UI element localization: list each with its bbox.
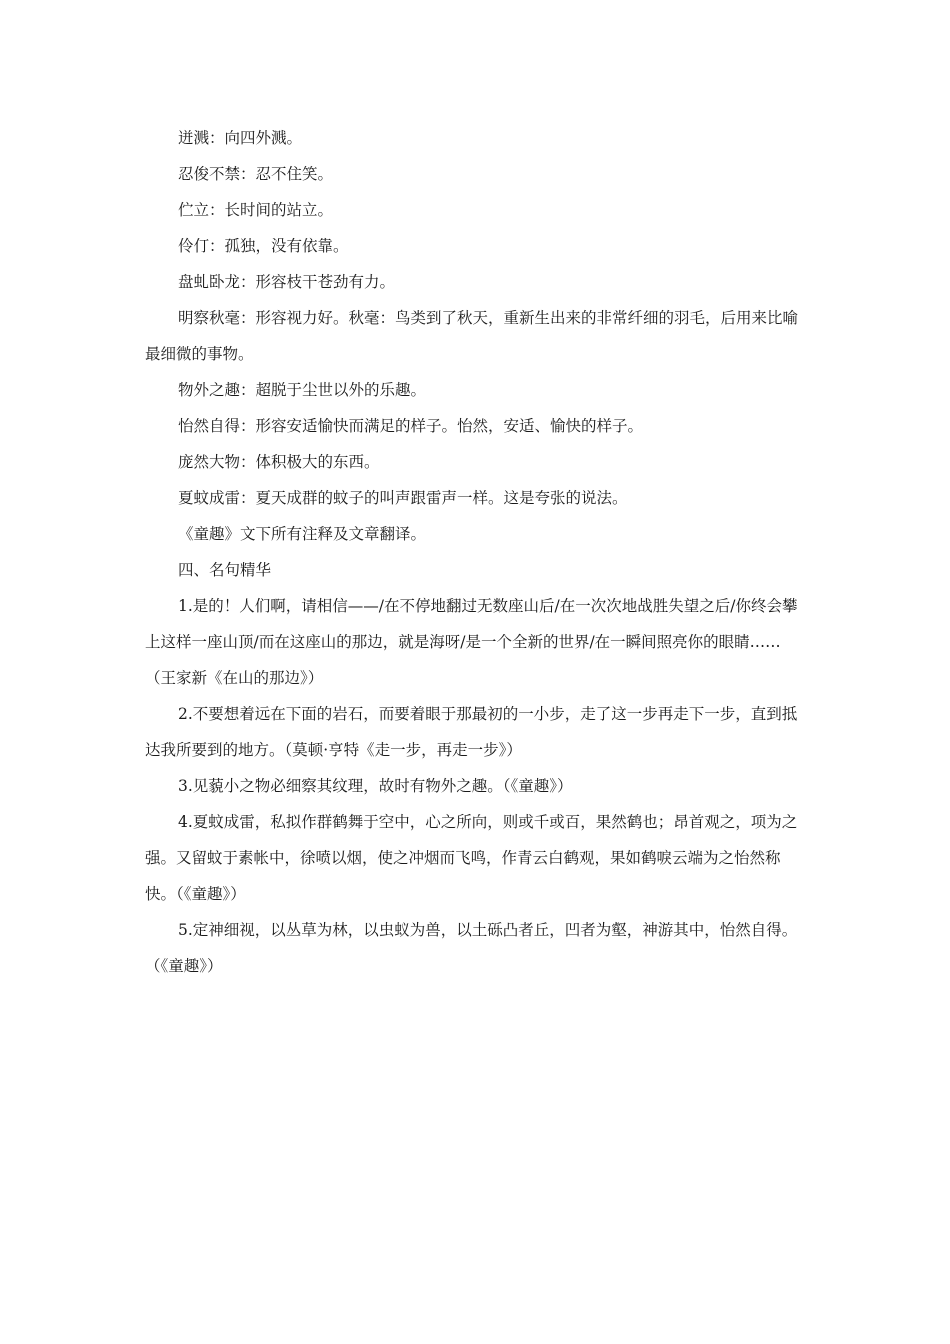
- quote-item: 5.定神细视，以丛草为林，以虫蚁为兽，以土砾凸者丘，凹者为壑，神游其中，怡然自得。（《童趣》）: [145, 921, 798, 975]
- note-line: 《童趣》文下所有注释及文章翻译。: [178, 525, 427, 543]
- glossary-entry: [145, 408, 810, 444]
- glossary-term: 伶仃: [178, 237, 210, 255]
- glossary-entry: [145, 372, 810, 408]
- glossary-term: 迸溅: [178, 129, 210, 147]
- glossary-entry: [145, 120, 810, 156]
- glossary-definition: 形容安适愉快而满足的样子。怡然，安适、愉快的样子。: [255, 417, 644, 435]
- document-page: [145, 120, 810, 984]
- glossary-term: 庞然大物: [178, 453, 241, 471]
- glossary-term: 伫立: [178, 201, 210, 219]
- glossary-term: 物外之趣: [178, 381, 241, 399]
- glossary-term: 明察秋毫: [178, 309, 241, 327]
- glossary-term: 夏蚊成雷: [178, 489, 241, 507]
- glossary-entry: [145, 156, 810, 192]
- glossary-entry: [145, 264, 810, 300]
- glossary-definition: 夏天成群的蚊子的叫声跟雷声一样。这是夸张的说法。: [255, 489, 628, 507]
- glossary-definition: 形容视力好。秋毫：鸟类到了秋天，重新生出来的非常纤细的羽毛，后用来比喻最细微的事物。: [145, 309, 799, 363]
- separator: ：: [240, 381, 256, 399]
- glossary-definition: 体积极大的东西。: [255, 453, 380, 471]
- quote-item: 1.是的！人们啊，请相信——/在不停地翻过无数座山后/在一次次地战胜失望之后/你终会攀上这样一座山顶/而在这座山的那边，就是海呀/是一个全新的世界/在一瞬间照亮你的眼睛……（王家新《在山的那边》）: [145, 597, 798, 687]
- glossary-entry: [145, 480, 810, 516]
- quote-item: 4.夏蚊成雷，私拟作群鹤舞于空中，心之所向，则或千或百，果然鹤也；昂首观之，项为之强。又留蚊于素帐中，徐喷以烟，使之冲烟而飞鸣，作青云白鹤观，果如鹤唳云端为之怡然称快。（《童趣》）: [145, 813, 798, 903]
- section-title: 四、名句精华: [178, 561, 272, 579]
- glossary-entry: [145, 300, 810, 372]
- separator: ：: [240, 453, 256, 471]
- separator: ：: [240, 489, 256, 507]
- glossary-definition: 忍不住笑。: [255, 165, 334, 183]
- glossary-definition: 长时间的站立。: [224, 201, 334, 219]
- quote-item: 2.不要想着远在下面的岩石，而要着眼于那最初的一小步，走了这一步再走下一步，直到抵达我所要到的地方。（莫顿·亨特《走一步，再走一步》）: [145, 705, 798, 759]
- separator: ：: [240, 165, 256, 183]
- glossary-term: 怡然自得: [178, 417, 241, 435]
- glossary-term: 盘虬卧龙: [178, 273, 241, 291]
- glossary-definition: 超脱于尘世以外的乐趣。: [255, 381, 427, 399]
- glossary-entry: [145, 192, 810, 228]
- glossary-term: 忍俊不禁: [178, 165, 241, 183]
- separator: ：: [240, 309, 256, 327]
- glossary-entry: [145, 444, 810, 480]
- separator: ：: [240, 417, 256, 435]
- glossary-definition: 形容枝干苍劲有力。: [255, 273, 396, 291]
- separator: ：: [209, 201, 225, 219]
- separator: ：: [240, 273, 256, 291]
- glossary-definition: 向四外溅。: [224, 129, 303, 147]
- separator: ：: [209, 237, 225, 255]
- separator: ：: [209, 129, 225, 147]
- glossary-definition: 孤独，没有依靠。: [224, 237, 349, 255]
- glossary-entry: [145, 228, 810, 264]
- quote-item: 3.见藐小之物必细察其纹理，故时有物外之趣。（《童趣》）: [178, 777, 573, 795]
